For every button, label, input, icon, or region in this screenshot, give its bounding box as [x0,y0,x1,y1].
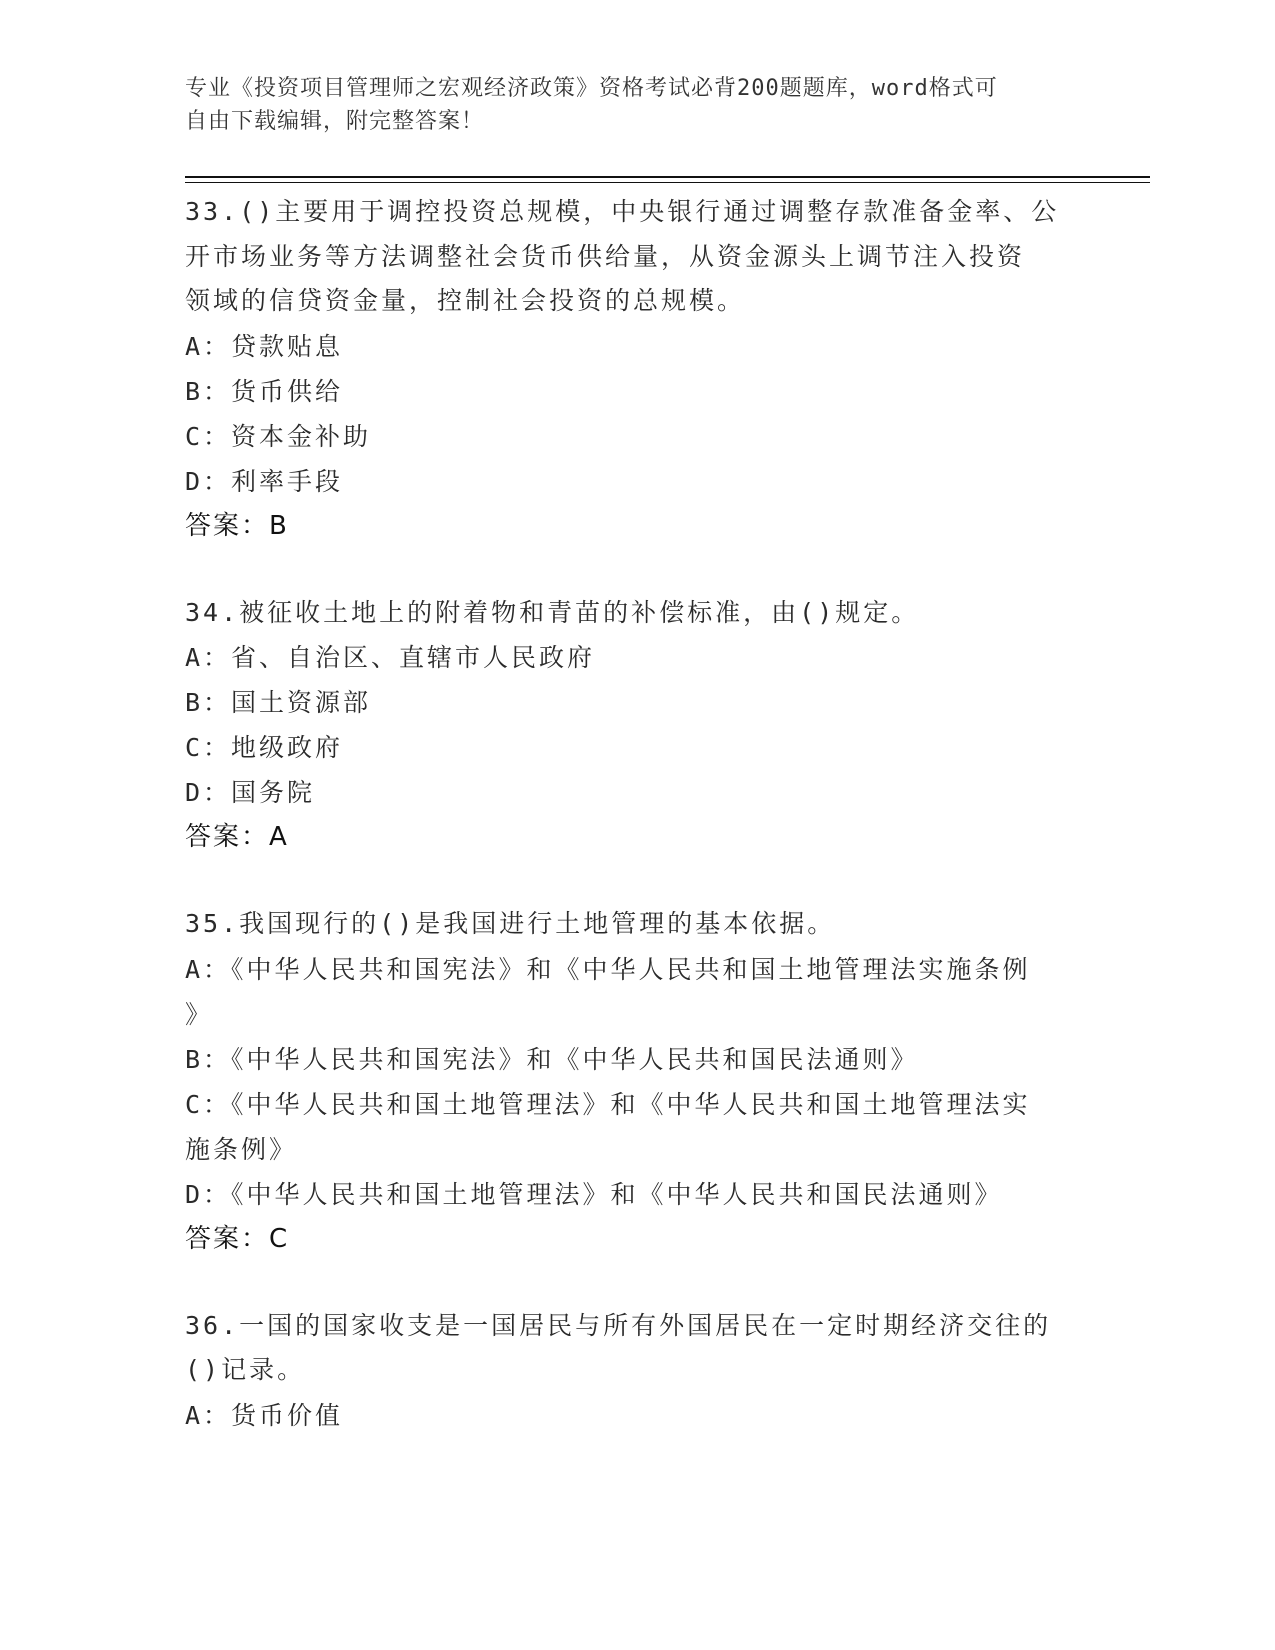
question-spacer [185,1262,1065,1304]
question-stem [185,190,1065,324]
question-35 [185,902,1065,1262]
question-stem [185,1304,1065,1393]
option-d: D：《中华人民共和国土地管理法》和《中华人民共和国民法通则》 [185,1179,1003,1209]
question-list [185,190,1065,1438]
option-c: C：地级政府 [185,733,344,762]
question-stem [185,902,1065,947]
stem-line: 36.一国的国家收支是一国居民与所有外国居民在一定时期经济交往的 [185,1310,1052,1340]
stem-line: 35.我国现行的()是我国进行土地管理的基本依据。 [185,909,836,938]
answer: 答案：A [185,822,289,852]
question-stem [185,591,1065,636]
option-d: D：利率手段 [185,466,344,496]
option-line: C：《中华人民共和国土地管理法》和《中华人民共和国土地管理法实 [185,1089,1031,1119]
question-33 [185,190,1065,549]
stem-line: 34.被征收土地上的附着物和青苗的补偿标准，由()规定。 [185,597,920,627]
page-header [185,72,1065,138]
option-d: D：国务院 [185,778,316,807]
question-34 [185,591,1065,861]
question-spacer [185,860,1065,902]
option-line: A：《中华人民共和国宪法》和《中华人民共和国土地管理法实施条例 [185,954,1031,984]
answer: 答案：B [185,510,289,541]
stem-line: 33.()主要用于调控投资总规模，中央银行通过调整存款准备金率、公 [185,197,1060,226]
stem-line: ()记录。 [185,1355,306,1384]
header-divider [185,176,1150,178]
option-c [185,1082,1065,1172]
header-line: 自由下载编辑，附完整答案！ [185,109,485,134]
option-a: A：货币价值 [185,1400,344,1430]
option-b: B：《中华人民共和国宪法》和《中华人民共和国民法通则》 [185,1044,919,1074]
question-36 [185,1304,1065,1438]
header-divider-thin [185,182,1150,183]
option-c: C：资本金补助 [185,421,372,451]
stem-line: 领域的信贷资金量，控制社会投资的总规模。 [185,286,746,315]
option-b: B：货币供给 [185,376,344,406]
stem-line: 开市场业务等方法调整社会货币供给量，从资金源头上调节注入投资 [185,241,1026,271]
option-a [185,947,1065,1037]
answer: 答案：C [185,1223,290,1254]
option-b: B：国土资源部 [185,688,372,717]
option-line: 》 [185,999,214,1029]
option-a: A：省、自治区、直辖市人民政府 [185,643,596,672]
question-spacer [185,549,1065,591]
option-a: A：贷款贴息 [185,331,344,361]
option-line: 施条例》 [185,1134,298,1164]
header-line: 专业《投资项目管理师之宏观经济政策》资格考试必背200题题库，word格式可 [185,76,998,101]
